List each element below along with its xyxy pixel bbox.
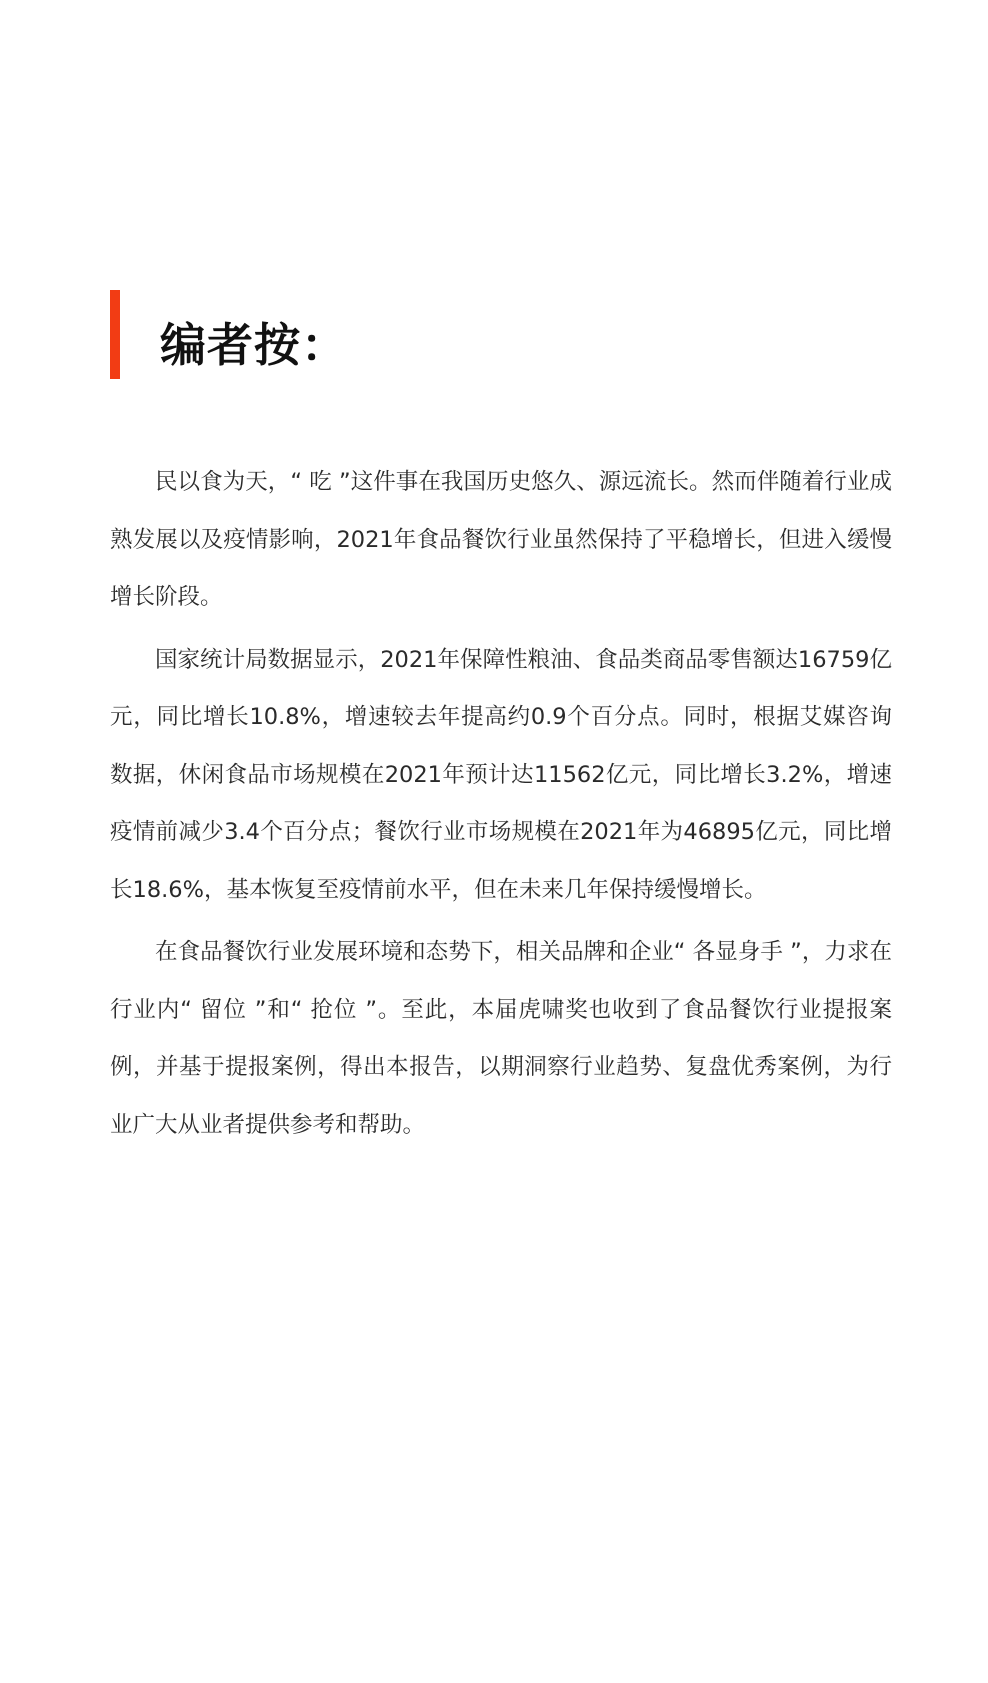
heading-accent-bar [110,290,120,379]
editor-note-body [110,454,892,1159]
page-title: 编者按： [160,318,348,372]
paragraph-intro: 民以食为天，“ 吃 ”这件事在我国历史悠久、源远流长。然而伴随着行业成熟发展以及疫情影响，2021年食品餐饮行业虽然保持了平稳增长，但进入缓慢增长阶段。 [110,469,892,610]
paragraph-statistics: 国家统计局数据显示，2021年保障性粮油、食品类商品零售额达16759亿元，同比增长10.8%，增速较去年提高约0.9个百分点。同时，根据艾媒咨询数据，休闲食品市场规模在2021年预计达11562亿元，同比增长3.2%，增速疫情前减少3.4个百分点；餐饮行业市场规模在2021年为46895亿元，同比增长18.6%，基本恢复至疫情前水平，但在未来几年保持缓慢增长。 [110,646,892,903]
paragraph-conclusion: 在食品餐饮行业发展环境和态势下，相关品牌和企业“ 各显身手 ”，力求在行业内“ 留位 ”和“ 抢位 ”。至此，本届虎啸奖也收到了食品餐饮行业提报案例，并基于提报案例，得出本报告，以期洞察行业趋势、复盘优秀案例，为行业广大从业者提供参考和帮助。 [110,939,892,1138]
